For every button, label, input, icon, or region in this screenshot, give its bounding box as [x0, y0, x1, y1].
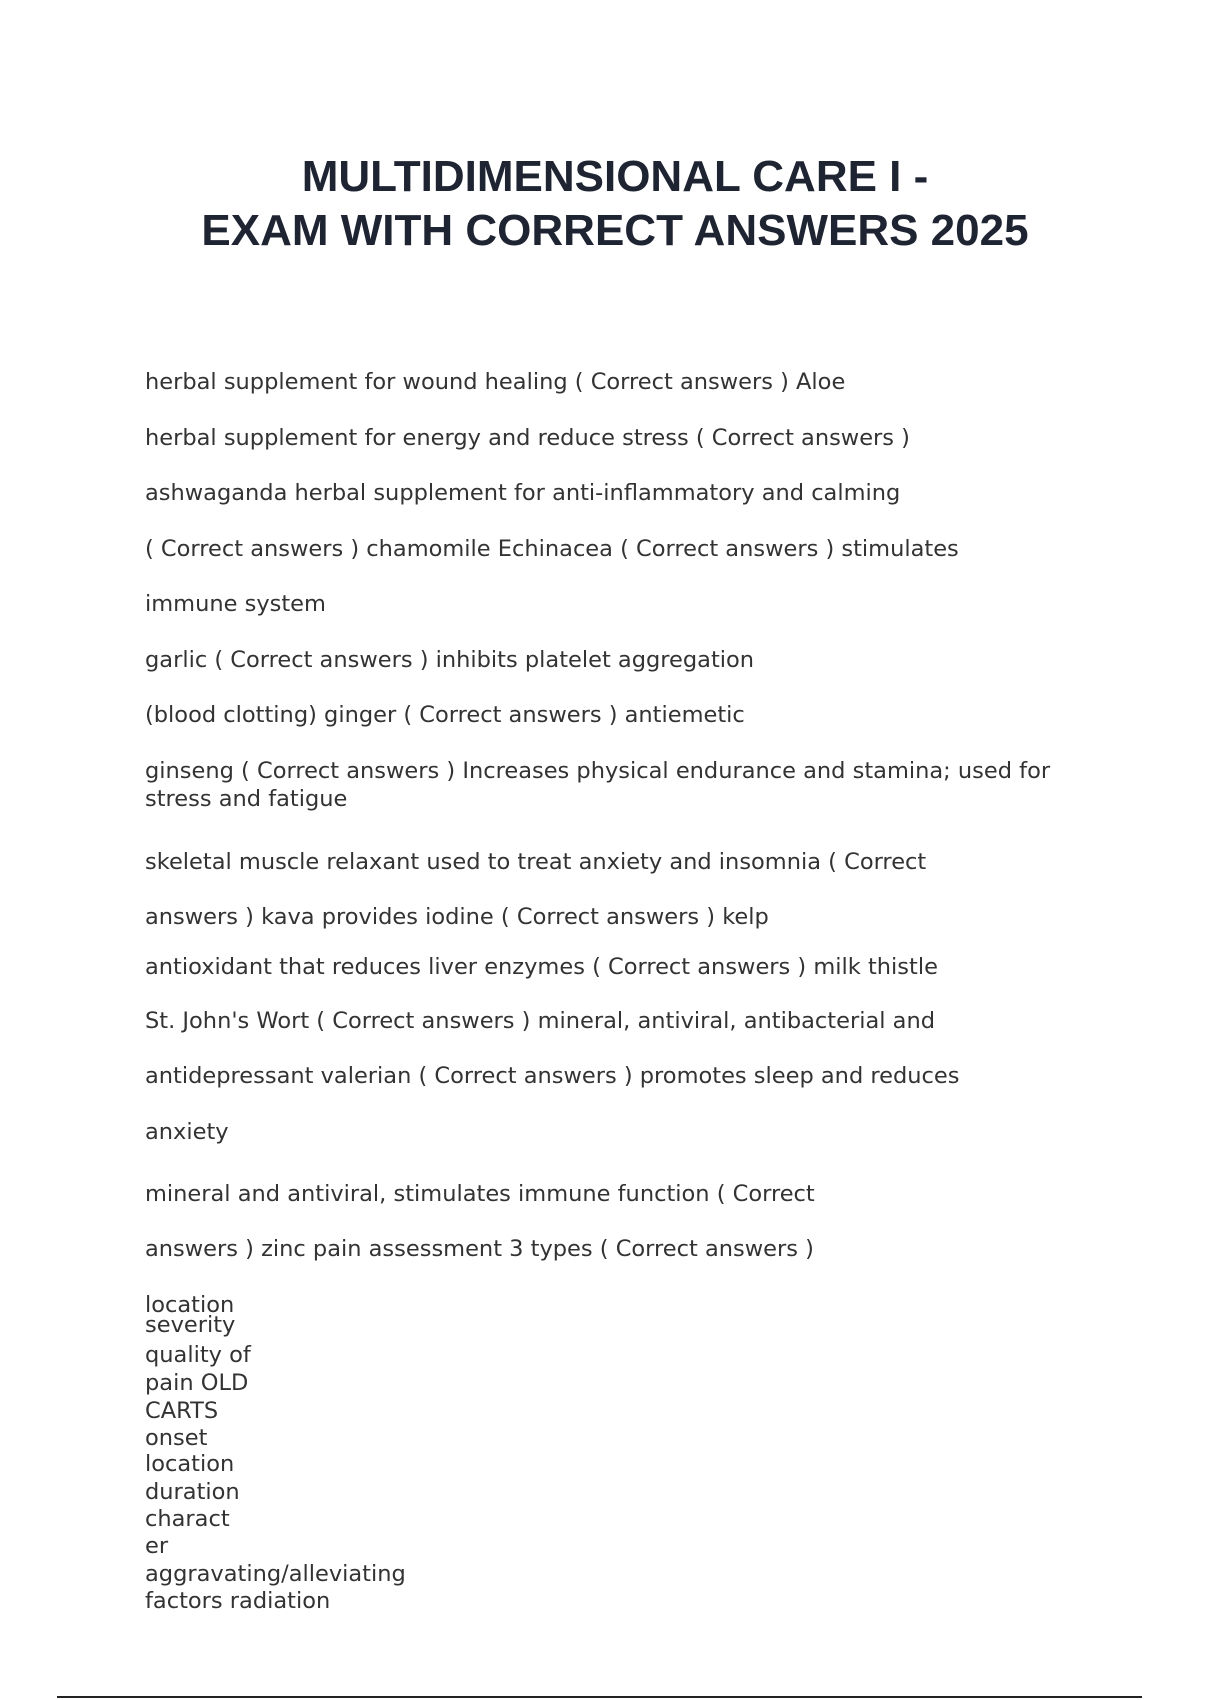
title-line-1: MULTIDIMENSIONAL CARE I -: [301, 152, 929, 201]
text-line: herbal supplement for wound healing ( Correct answers ) Aloe: [145, 369, 846, 395]
text-line: antidepressant valerian ( Correct answers ) promotes sleep and reduces: [145, 1063, 960, 1089]
text-line: antioxidant that reduces liver enzymes ( Correct answers ) milk thistle: [145, 954, 938, 980]
list-item: location: [145, 1451, 235, 1477]
text-line: answers ) zinc pain assessment 3 types ( Correct answers ): [145, 1236, 814, 1262]
list-item: aggravating/alleviating: [145, 1561, 406, 1587]
list-item: severity: [145, 1312, 236, 1338]
text-line: (blood clotting) ginger ( Correct answers ) antiemetic: [145, 702, 745, 728]
text-line: mineral and antiviral, stimulates immune function ( Correct: [145, 1181, 815, 1207]
text-line: answers ) kava provides iodine ( Correct answers ) kelp: [145, 904, 769, 930]
document-title: [0, 150, 1230, 258]
text-line: skeletal muscle relaxant used to treat anxiety and insomnia ( Correct: [145, 849, 927, 875]
list-item: factors radiation: [145, 1588, 331, 1614]
list-item: er: [145, 1533, 169, 1559]
list-item: CARTS: [145, 1398, 219, 1424]
list-item: pain OLD: [145, 1370, 249, 1396]
text-line: garlic ( Correct answers ) inhibits platelet aggregation: [145, 647, 755, 673]
list-item: quality of: [145, 1342, 251, 1368]
list-item: location: [145, 1292, 235, 1318]
list-item: charact: [145, 1506, 230, 1532]
list-item: duration: [145, 1479, 240, 1505]
title-line-2: EXAM WITH CORRECT ANSWERS 2025: [201, 206, 1029, 255]
narrow-column-list: [145, 1292, 445, 1614]
text-line: ginseng ( Correct answers ) Increases physical endurance and stamina; used for stress and fatigue: [145, 758, 1051, 812]
text-line: St. John's Wort ( Correct answers ) mineral, antiviral, antibacterial and: [145, 1008, 935, 1034]
list-item: onset: [145, 1425, 208, 1451]
text-line: anxiety: [145, 1119, 229, 1145]
text-line: herbal supplement for energy and reduce stress ( Correct answers ): [145, 425, 910, 451]
footer-rule: [57, 1696, 1142, 1698]
text-line: immune system: [145, 591, 326, 617]
text-line: ashwaganda herbal supplement for anti-inflammatory and calming: [145, 480, 901, 506]
text-line: ( Correct answers ) chamomile Echinacea ( Correct answers ) stimulates: [145, 536, 959, 562]
